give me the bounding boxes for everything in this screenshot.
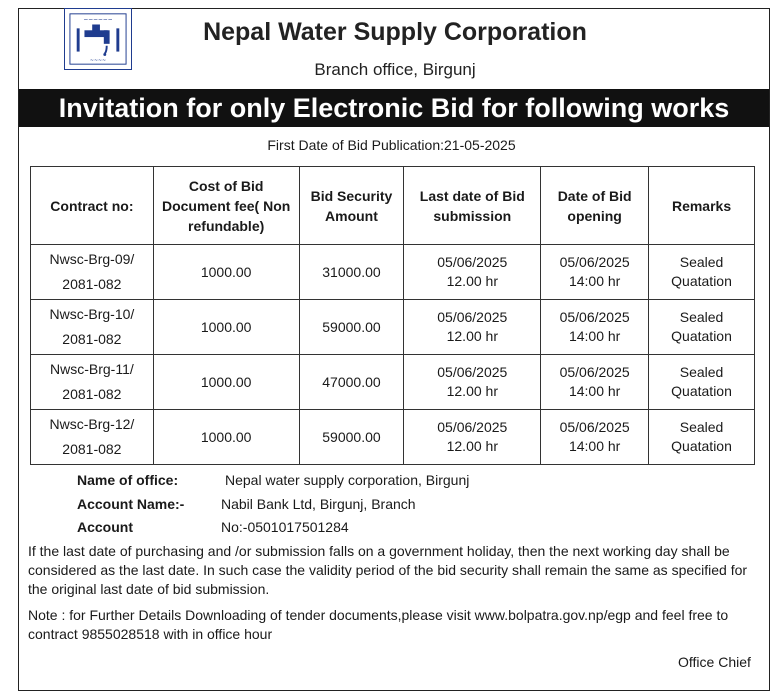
cell-cost: 1000.00 — [153, 410, 299, 465]
cell-opening: 05/06/2025 14:00 hr — [541, 300, 649, 355]
table-row — [31, 355, 755, 410]
office-chief-signature: Office Chief — [678, 654, 751, 670]
cell-last-date: 05/06/2025 12.00 hr — [404, 300, 541, 355]
organization-name: Nepal Water Supply Corporation — [203, 18, 587, 46]
holiday-note: If the last date of purchasing and /or submission falls on a government holiday, then the next working day shall be considered as the last date. In such case the validity period of the bid security shall remain the same as specified for the original last date of bid submission. — [28, 543, 748, 597]
table-row — [31, 245, 755, 300]
notice-title-banner: Invitation for only Electronic Bid for following works — [19, 89, 769, 127]
cell-cost: 1000.00 — [153, 355, 299, 410]
cell-contract: Nwsc-Brg-11/ 2081-082 — [31, 355, 154, 410]
cell-remarks: Sealed Quatation — [649, 245, 755, 300]
account-label: Account — [77, 519, 133, 535]
cell-security: 59000.00 — [299, 300, 404, 355]
svg-text:~~~~: ~~~~ — [89, 59, 107, 65]
header-cost: Cost of Bid Document fee( Non refundable) — [153, 167, 299, 245]
publication-date: First Date of Bid Publication:21-05-2025 — [267, 137, 516, 153]
branch-office: Branch office, Birgunj — [314, 60, 476, 79]
header-security: Bid Security Amount — [299, 167, 404, 245]
nwsc-logo-icon — [64, 8, 132, 70]
account-value: No:-0501017501284 — [221, 519, 349, 535]
cell-last-date: 05/06/2025 12.00 hr — [404, 355, 541, 410]
cell-remarks: Sealed Quatation — [649, 300, 755, 355]
header-contract: Contract no: — [31, 167, 154, 245]
cell-opening: 05/06/2025 14:00 hr — [541, 245, 649, 300]
account-name-value: Nabil Bank Ltd, Birgunj, Branch — [221, 496, 416, 512]
cell-security: 31000.00 — [299, 245, 404, 300]
table-header-row — [31, 167, 755, 245]
header-opening: Date of Bid opening — [541, 167, 649, 245]
cell-security: 59000.00 — [299, 410, 404, 465]
cell-cost: 1000.00 — [153, 300, 299, 355]
svg-text:~~~~~~: ~~~~~~ — [83, 17, 113, 24]
cell-remarks: Sealed Quatation — [649, 355, 755, 410]
header-remarks: Remarks — [649, 167, 755, 245]
cell-security: 47000.00 — [299, 355, 404, 410]
office-value: Nepal water supply corporation, Birgunj — [225, 472, 470, 488]
cell-remarks: Sealed Quatation — [649, 410, 755, 465]
cell-contract: Nwsc-Brg-09/ 2081-082 — [31, 245, 154, 300]
cell-cost: 1000.00 — [153, 245, 299, 300]
table-row — [31, 410, 755, 465]
table-row — [31, 300, 755, 355]
further-details-note: Note : for Further Details Downloading of tender documents,please visit www.bolpatra.gov.np/egp and feel free to contract 9855028518 with in office hour — [28, 607, 729, 642]
cell-last-date: 05/06/2025 12.00 hr — [404, 410, 541, 465]
cell-opening: 05/06/2025 14:00 hr — [541, 410, 649, 465]
bid-table — [30, 166, 755, 465]
cell-last-date: 05/06/2025 12.00 hr — [404, 245, 541, 300]
account-name-label: Account Name:- — [77, 496, 185, 512]
cell-contract: Nwsc-Brg-10/ 2081-082 — [31, 300, 154, 355]
cell-contract: Nwsc-Brg-12/ 2081-082 — [31, 410, 154, 465]
header-last-date: Last date of Bid submission — [404, 167, 541, 245]
office-label: Name of office: — [77, 472, 179, 488]
cell-opening: 05/06/2025 14:00 hr — [541, 355, 649, 410]
